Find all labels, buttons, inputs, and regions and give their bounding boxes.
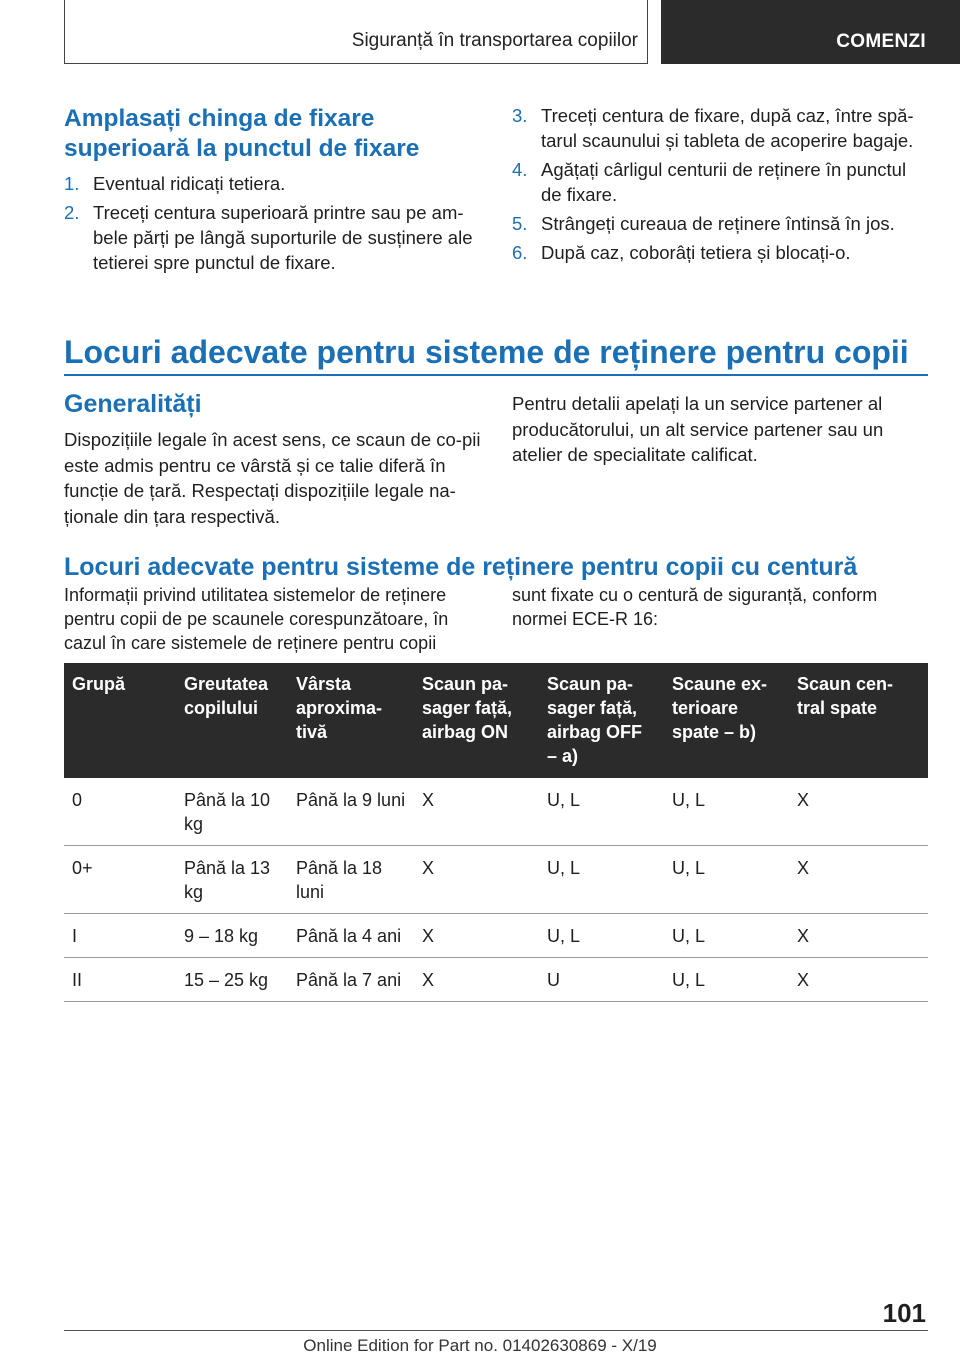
step-number: 2. bbox=[64, 202, 80, 223]
table-cell: X bbox=[789, 958, 928, 1002]
table-cell: U, L bbox=[539, 846, 664, 914]
table-cell: U, L bbox=[664, 958, 789, 1002]
step-text: Eventual ridicați tetiera. bbox=[93, 173, 286, 194]
main-heading: Locuri adecvate pentru sisteme de reținere pentru copii bbox=[64, 334, 909, 370]
step-item bbox=[512, 211, 928, 236]
general-heading: Generalități bbox=[64, 390, 202, 418]
fixing-strap-heading: Amplasați chinga de fixare superioară la punctul de fixare bbox=[64, 105, 420, 162]
step-number: 4. bbox=[512, 159, 528, 180]
table-cell: U, L bbox=[664, 846, 789, 914]
table-cell: Până la 18 luni bbox=[288, 846, 414, 914]
step-number: 5. bbox=[512, 213, 528, 234]
table-cell: U, L bbox=[539, 778, 664, 846]
table-cell: U bbox=[539, 958, 664, 1002]
section-tab-label: COMENZI bbox=[836, 31, 926, 52]
table-cell: X bbox=[789, 914, 928, 958]
table-row bbox=[64, 958, 928, 1002]
table-cell: X bbox=[414, 914, 539, 958]
column-header: Vârsta aproxima-tivă bbox=[288, 663, 414, 778]
child-seat-table bbox=[64, 663, 928, 1002]
belt-heading: Locuri adecvate pentru sisteme de reținere pentru copii cu centură bbox=[64, 553, 858, 581]
table-row bbox=[64, 914, 928, 958]
general-text-right: Pentru detalii apelați la un service partener al producătorului, un alt service partener sau un atelier de specialitate calificat. bbox=[512, 393, 884, 465]
section-tab bbox=[661, 0, 960, 64]
column-header: Scaun pa-sager față, airbag ON bbox=[414, 663, 539, 778]
footer-rule bbox=[64, 1330, 928, 1331]
column-header: Grupă bbox=[64, 663, 176, 778]
chapter-title: Siguranță în transportarea copiilor bbox=[351, 30, 638, 51]
table-cell: X bbox=[414, 846, 539, 914]
step-item bbox=[512, 240, 928, 265]
page-number: 101 bbox=[882, 1298, 926, 1328]
table-row bbox=[64, 778, 928, 846]
step-text: Agățați cârligul centurii de reținere în punctul de fixare. bbox=[541, 159, 907, 205]
table-cell: Până la 4 ani bbox=[288, 914, 414, 958]
table-cell: II bbox=[64, 958, 176, 1002]
steps-list-right bbox=[512, 103, 928, 269]
step-text: Treceți centura de fixare, după caz, între spă-tarul scaunului și tableta de acoperire bagaje. bbox=[541, 105, 914, 151]
step-item bbox=[64, 200, 478, 275]
column-header: Scaun pa-sager față, airbag OFF – a) bbox=[539, 663, 664, 778]
step-number: 6. bbox=[512, 242, 528, 263]
belt-text-left: Informații privind utilitatea sistemelor de reținere pentru copii de pe scaunele corespunzătoare, în cazul în care sistemele de reținere pentru copii bbox=[64, 585, 449, 653]
heading-rule bbox=[64, 374, 928, 376]
column-header: Scaun cen-tral spate bbox=[789, 663, 928, 778]
table-cell: U, L bbox=[539, 914, 664, 958]
belt-text-right: sunt fixate cu o centură de siguranță, conform normei ECE-R 16: bbox=[512, 585, 878, 629]
table-cell: 0+ bbox=[64, 846, 176, 914]
table-cell: 15 – 25 kg bbox=[176, 958, 288, 1002]
table-cell: I bbox=[64, 914, 176, 958]
column-header: Greutatea copilului bbox=[176, 663, 288, 778]
step-text: Strângeți cureaua de reținere întinsă în jos. bbox=[541, 213, 895, 234]
column-header: Scaune ex-terioare spate – b) bbox=[664, 663, 789, 778]
table-cell: Până la 13 kg bbox=[176, 846, 288, 914]
table-cell: X bbox=[789, 846, 928, 914]
table-row bbox=[64, 846, 928, 914]
general-text-left: Dispozițiile legale în acest sens, ce scaun de co-pii este admis pentru ce vârstă și ce talie diferă în funcție de țară. Respectați dispozițiile legale na-ționale din țara respectivă. bbox=[64, 429, 481, 527]
table-cell: 0 bbox=[64, 778, 176, 846]
step-item bbox=[512, 157, 928, 207]
edition-note: Online Edition for Part no. 01402630869 - X/19 bbox=[303, 1336, 657, 1355]
table-cell: X bbox=[414, 958, 539, 1002]
step-text: Treceți centura superioară printre sau pe am-bele părți pe lângă suporturile de susținere ale tetierei spre punctul de fixare. bbox=[93, 202, 473, 273]
table-cell: U, L bbox=[664, 914, 789, 958]
step-item bbox=[512, 103, 928, 153]
step-text: După caz, coborâți tetiera și blocați-o. bbox=[541, 242, 851, 263]
table-cell: Până la 7 ani bbox=[288, 958, 414, 1002]
table-cell: 9 – 18 kg bbox=[176, 914, 288, 958]
table-cell: Până la 10 kg bbox=[176, 778, 288, 846]
step-number: 3. bbox=[512, 105, 528, 126]
table-cell: Până la 9 luni bbox=[288, 778, 414, 846]
table-header-row bbox=[64, 663, 928, 778]
steps-list-left bbox=[64, 171, 478, 279]
table-cell: X bbox=[789, 778, 928, 846]
step-item bbox=[64, 171, 478, 196]
step-number: 1. bbox=[64, 173, 80, 194]
table-cell: U, L bbox=[664, 778, 789, 846]
table-cell: X bbox=[414, 778, 539, 846]
